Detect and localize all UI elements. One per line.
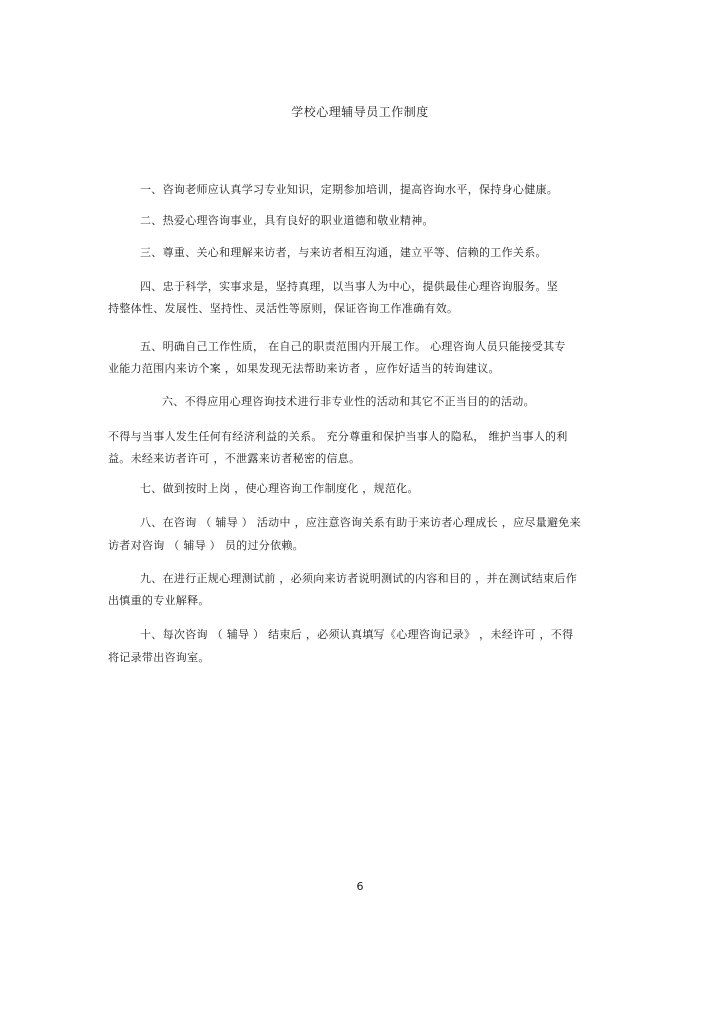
paragraph-6b-line-1: 不得与当事人发生任何有经济利益的关系。 充分尊重和保护当事人的隐私， 维护当事人的利 <box>108 430 568 443</box>
paragraph-4-line-2: 持整体性、发展性、坚持性、灵活性等原则，保证咨询工作准确有效。 <box>108 302 459 315</box>
paragraph-5-line-1: 五、明确自己工作性质， 在自己的职责范围内开展工作。 心理咨询人员只能接受其专 <box>140 340 566 353</box>
paragraph-6: 六、不得应用心理咨询技术进行非专业性的活动和其它不正当目的的活动。 <box>162 395 535 408</box>
paragraph-6b-line-2: 益。未经来访者许可 ，不泄露来访者秘密的信息。 <box>108 452 361 465</box>
paragraph-7: 七、做到按时上岗 ，使心理咨询工作制度化 ，规范化。 <box>140 482 419 495</box>
paragraph-9-line-1: 九、在进行正规心理测试前 ，必须向来访者说明测试的内容和目的 ，并在测试结束后作 <box>140 572 577 585</box>
page-number: 6 <box>356 880 364 893</box>
paragraph-8-line-1: 八、在咨询 （ 辅导 ） 活动中 ，应注意咨询关系有助于来访者心理成长 ，应尽量避免来 <box>140 516 581 529</box>
paragraph-10-line-1: 十、每次咨询 （ 辅导 ） 结束后 ，必须认真填写《心理咨询记录》 ，未经许可 ，不得 <box>140 628 574 641</box>
paragraph-2: 二、热爱心理咨询事业，具有良好的职业道德和敬业精神。 <box>140 214 434 227</box>
paragraph-8-line-2: 访者对咨询 （ 辅导 ） 员的过分依赖。 <box>108 539 304 552</box>
document-title: 学校心理辅导员工作制度 <box>291 105 429 119</box>
paragraph-5-line-2: 业能力范围内来访个案 ，如果发现无法帮助来访者 ，应作好适当的转询建议。 <box>108 362 500 375</box>
paragraph-4-line-1: 四、忠于科学，实事求是，坚持真理，以当事人为中心，提供最佳心理咨询服务。坚 <box>140 280 559 293</box>
paragraph-10-line-2: 将记录带出咨询室。 <box>108 651 210 664</box>
paragraph-9-line-2: 出慎重的专业解释。 <box>108 594 210 607</box>
paragraph-1: 一、咨询老师应认真学习专业知识，定期参加培训，提高咨询水平，保持身心健康。 <box>140 183 559 196</box>
paragraph-3: 三、尊重、关心和理解来访者，与来访者相互沟通，建立平等、信赖的工作关系。 <box>140 246 547 259</box>
